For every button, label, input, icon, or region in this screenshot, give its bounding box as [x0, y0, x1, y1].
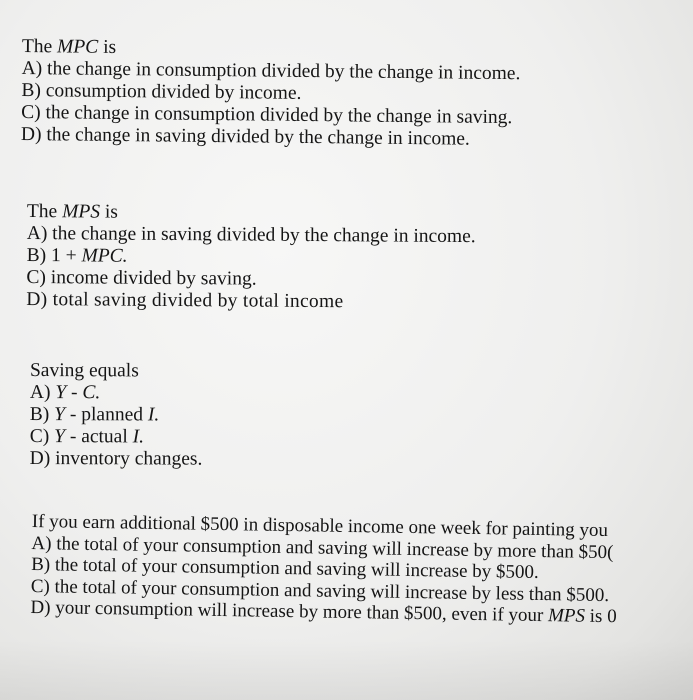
option-text: A): [29, 381, 56, 404]
option-d: D) total saving divided by total income: [26, 288, 344, 313]
stem-text: is: [99, 201, 118, 223]
option-variable: I.: [132, 426, 145, 448]
question-saving: [30, 360, 203, 471]
option-c: C) the change in consumption divided by the change in saving.: [21, 101, 513, 129]
page-shadow: [0, 640, 693, 700]
option-text: C): [29, 425, 55, 448]
option-text: B): [29, 403, 55, 426]
option-variable: Y - C.: [55, 382, 101, 404]
option-d: D) inventory changes.: [29, 447, 203, 470]
option-b: B) consumption divided by income.: [21, 79, 302, 104]
option-d: D) the change in saving divided by the change in income.: [20, 123, 470, 150]
option-a: [30, 382, 203, 405]
question-mps: [26, 201, 476, 314]
option-text: D) your consumption will increase by more than $500, even if your: [30, 596, 549, 627]
option-b: [30, 404, 203, 427]
option-variable: I.: [147, 404, 160, 426]
option-variable: MPS: [547, 605, 586, 627]
option-text: B) 1 +: [26, 244, 82, 267]
stem-text: is: [98, 36, 117, 58]
option-a: A) the change in saving divided by the change in income.: [26, 222, 476, 248]
stem-variable: MPS: [62, 201, 101, 223]
stem-variable: MPC: [56, 36, 99, 58]
question-mpc: [21, 36, 521, 151]
option-variable: Y: [54, 426, 66, 448]
question-disposable-income: [30, 511, 618, 628]
option-text: - planned: [65, 404, 148, 426]
option-a: A) the total of your consumption and saving will increase by more than $50(: [31, 532, 614, 563]
question-stem: [27, 201, 476, 226]
option-c: C) the total of your consumption and saving will increase by less than $500.: [30, 575, 610, 606]
option-text: is 0: [584, 605, 617, 628]
option-c: [30, 426, 203, 449]
option-variable: MPC.: [81, 245, 128, 267]
option-a: A) the change in consumption divided by the change in income.: [21, 57, 521, 85]
option-c: C) income divided by saving.: [26, 266, 257, 290]
stem-text: The: [26, 201, 63, 223]
question-stem: Saving equals: [29, 360, 139, 382]
question-stem: If you earn additional $500 in disposable income one week for painting you: [31, 511, 609, 542]
option-text: - actual: [64, 426, 133, 448]
option-b: B) the total of your consumption and saving will increase by $500.: [30, 553, 539, 583]
option-b: [27, 245, 476, 270]
stem-text: The: [21, 36, 58, 58]
option-variable: Y: [54, 404, 66, 426]
